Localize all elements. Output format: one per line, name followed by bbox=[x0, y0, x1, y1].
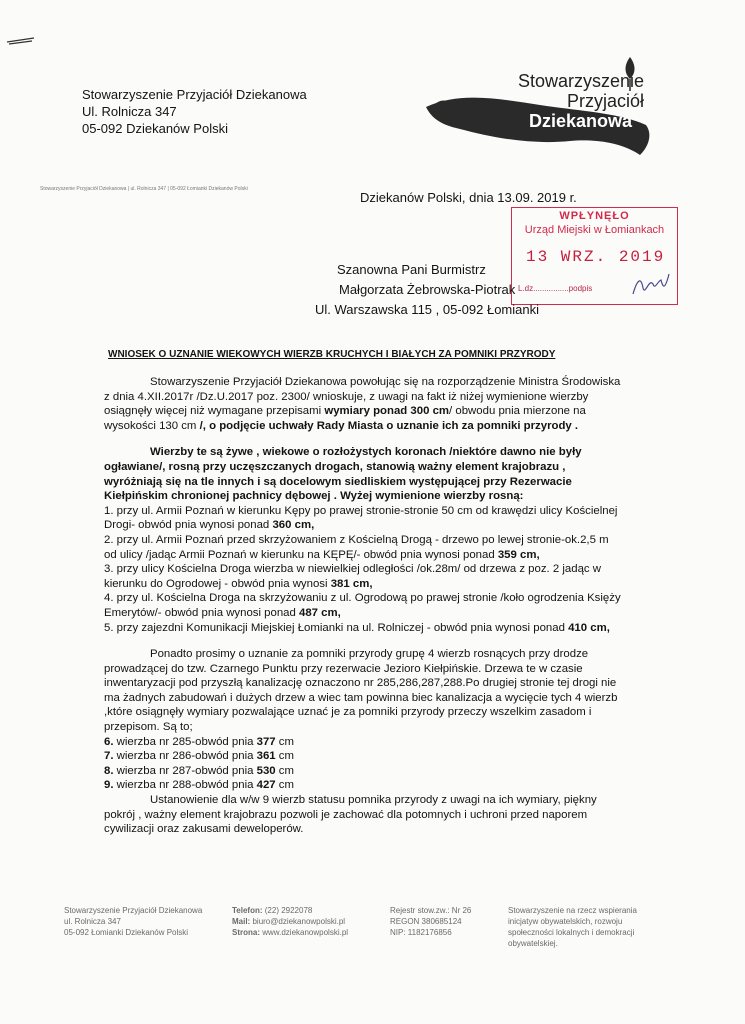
footer-mission: Stowarzyszenie na rzecz wspierania inicjatyw obywatelskich, rozwoju społeczności lokalnych i demokracji obywatelskiej. bbox=[508, 906, 637, 948]
stamp-title: WPŁYNĘŁO bbox=[559, 210, 630, 222]
addressee-salutation: Szanowna Pani Burmistrz bbox=[337, 262, 486, 277]
sender-city: 05-092 Dziekanów Polski bbox=[82, 121, 228, 136]
footer-line: NIP: 1182176856 bbox=[390, 928, 452, 937]
addressee-name: Małgorzata Żebrowska-Piotrak bbox=[339, 282, 516, 297]
list-item: 2. przy ul. Armii Poznań przed skrzyżowaniem z Kościelną Drogą - drzewo po lewej stronie-ok.2,5 m od ulicy /jadąc Armii Poznań w kierunku na KĘPĘ/- obwód pnia wynosi ponad 359 cm, bbox=[104, 533, 609, 561]
footer-label: Telefon: bbox=[232, 906, 263, 915]
paragraph-2 bbox=[104, 445, 624, 503]
list-item: 6. wierzba nr 285-obwód pnia 377 cm bbox=[104, 735, 294, 748]
footer-line: Stowarzyszenie Przyjaciół Dziekanowa bbox=[64, 906, 203, 915]
sender-name: Stowarzyszenie Przyjaciół Dziekanowa bbox=[82, 87, 307, 102]
signature-icon bbox=[629, 270, 673, 300]
logo-line-2: Przyjaciół bbox=[566, 91, 644, 111]
p1-text-d: /, o podjęcie uchwały Rady Miasta o uznanie ich za pomniki przyrody . bbox=[199, 419, 579, 432]
stamp-date: 13 WRZ. 2019 bbox=[526, 248, 666, 266]
footer-label: Mail: bbox=[232, 917, 251, 926]
p2-text: Wierzby te są żywe , wiekowe o rozłożystych koronach /niektóre dawno nie były ogławiane/, rosną przy uczęszczanych drogach, stanowią ważny element krajobrazu , wyróżniają się na tle innych i są docelowym siedliskiem występującej przy Rezerwacie Kiełpińskim chronionej pachnicy dębowej . Wyżej wymienione wierzby rosną: bbox=[104, 446, 582, 503]
sender-block bbox=[82, 86, 307, 137]
stamp-footer: L.dz................podpis bbox=[518, 284, 593, 293]
addressee-block bbox=[315, 260, 539, 320]
p1-text-b: wymiary ponad 300 cm bbox=[324, 405, 450, 418]
footer-line: 05-092 Łomianki Dziekanów Polski bbox=[64, 928, 189, 937]
tree-list-2 bbox=[104, 735, 624, 793]
footer-line: REGON 380685124 bbox=[390, 917, 462, 926]
footer-line: ul. Rolnicza 347 bbox=[64, 917, 121, 926]
association-logo bbox=[420, 55, 660, 160]
small-address-line: Stowarzyszenie Przyjaciół Dziekanowa | ul. Rolnicza 347 | 05-092 Łomianki Dziekanów Polski bbox=[40, 186, 248, 192]
addressee-address: Ul. Warszawska 115 , 05-092 Łomianki bbox=[315, 302, 539, 317]
stamp-office: Urząd Miejski w Łomiankach bbox=[524, 224, 665, 236]
logo-line-3: Dziekanowa bbox=[528, 111, 632, 131]
paragraph-3: Ponadto prosimy o uznanie za pomniki przyrody grupę 4 wierzb rosnących przy drodze prowadzącej do tzw. Czarnego Punktu przy rezerwacie Jezioro Kiełpińskie. Drzewa te w czasie inwentaryzacji pod przyszłą kanalizację oznaczono nr 285,286,287,288.Po drugiej stronie tej drogi nie ma żadnych zabudowań i dużych drzew a wiec tam powinna biec kanalizacja a wycięcie tych 4 wierzb ,które osiągnęły wymiary pozwalające uznać je za pomniki przyrody przeczy wszelkim zasadom i przepisom. Są to; bbox=[104, 648, 618, 734]
footer-phone: (22) 2922078 bbox=[264, 906, 313, 915]
footer-email: biuro@dziekanowpolski.pl bbox=[252, 917, 346, 926]
footer-line: Rejestr stow.zw.: Nr 26 bbox=[390, 906, 472, 915]
list-item: 9. wierzba nr 288-obwód pnia 427 cm bbox=[104, 779, 294, 792]
list-item: 4. przy ul. Kościelna Droga na skrzyżowaniu z ul. Ogrodową po prawej stronie /koło ogrodzenia Księży Emerytów/- obwód pnia wynosi ponad 487 cm, bbox=[104, 592, 621, 619]
document-title: WNIOSEK O UZNANIE WIEKOWYCH WIERZB KRUCHYCH I BIAŁYCH ZA POMNIKI PRZYRODY bbox=[108, 349, 556, 360]
tree-list-1 bbox=[104, 504, 624, 635]
footer-label: Strona: bbox=[232, 928, 260, 937]
p1-text-a: Stowarzyszenie Przyjaciół Dziekanowa powołując się na rozporządzenie Ministra Środowiska z dnia 4.XII.2017r /Dz.U.2017 poz. 2300/ wnioskuje, z uwagi na fakt iż niżej wymienione wierzby osiągnęły więcej niż wymagane przepisami bbox=[104, 376, 621, 418]
list-item: 1. przy ul. Armii Poznań w kierunku Kępy po prawej stronie-stronie 50 cm od krawędzi ulicy Kościelnej Drogi- obwód pnia wynosi ponad 360 cm, bbox=[104, 504, 618, 532]
logo-line-1: Stowarzyszenie bbox=[517, 71, 644, 91]
footer-website: www.dziekanowpolski.pl bbox=[262, 928, 349, 937]
pen-mark-icon bbox=[6, 36, 36, 46]
letter-body bbox=[104, 375, 624, 837]
footer-contact bbox=[232, 905, 348, 938]
list-item: 8. wierzba nr 287-obwód pnia 530 cm bbox=[104, 764, 294, 777]
list-item: 7. wierzba nr 286-obwód pnia 361 cm bbox=[104, 750, 294, 763]
sender-street: Ul. Rolnicza 347 bbox=[82, 104, 177, 119]
footer-address bbox=[64, 905, 202, 938]
date-line: Dziekanów Polski, dnia 13.09. 2019 r. bbox=[360, 190, 577, 205]
paragraph-1 bbox=[104, 375, 624, 433]
paragraph-4: Ustanowienie dla w/w 9 wierzb statusu pomnika przyrody z uwagi na ich wymiary, piękny pokrój , ważny element krajobrazu pozwoli je zachować dla potomnych i uchroni przed naporem cywilizacji oraz zakusami deweloperów. bbox=[104, 794, 597, 836]
list-item: 3. przy ulicy Kościelna Droga wierzba w niewielkiej odległości /ok.28m/ od drzewa z poz. 2 jadąc w kierunku do Ogrodowej - obwód pnia wynosi 381 cm, bbox=[104, 563, 601, 590]
p1-text-c: / obwodu pnia mierzone na wysokości 130 cm bbox=[104, 405, 586, 432]
list-item: 5. przy zajezdni Komunikacji Miejskiej Łomianki na ul. Rolniczej - obwód pnia wynosi ponad 410 cm, bbox=[104, 621, 610, 634]
footer-registry bbox=[390, 905, 471, 938]
